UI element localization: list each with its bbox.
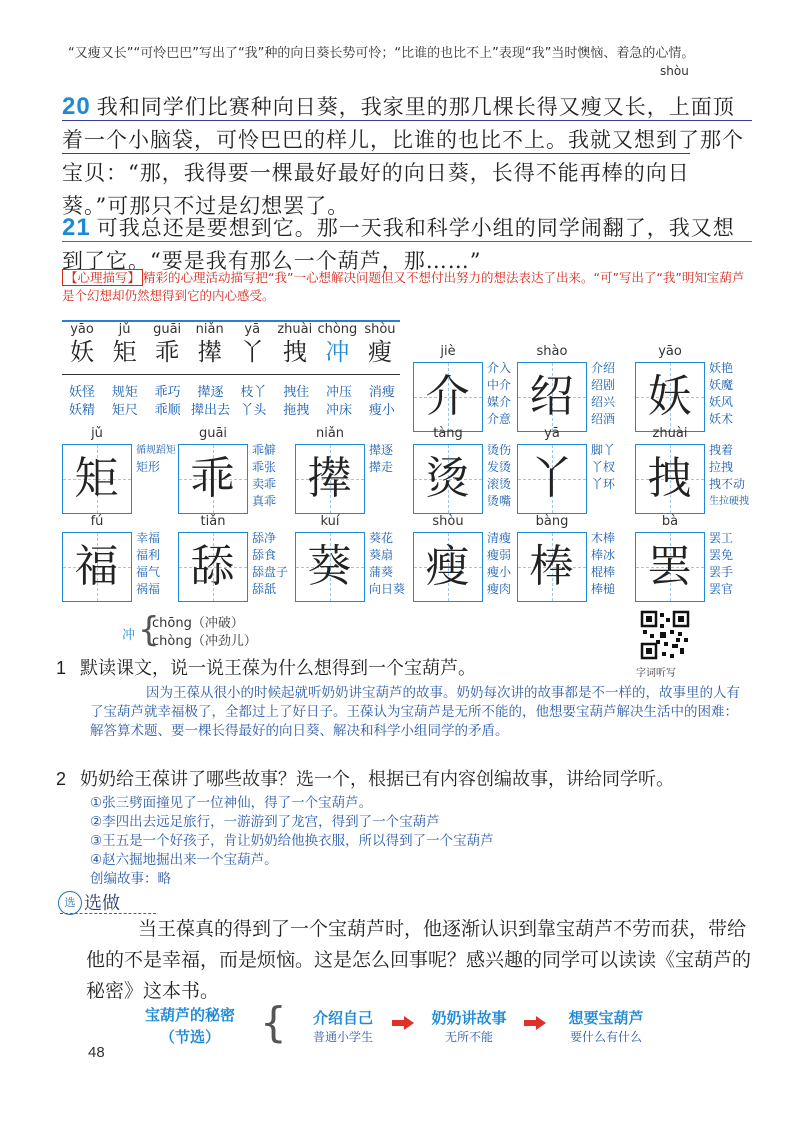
- char-pinyin: zhuài: [652, 426, 688, 441]
- char-word: 生拉硬拽: [709, 496, 749, 507]
- vocab-word-pair: [276, 384, 316, 420]
- vocab-word: 冲床: [326, 403, 353, 418]
- char-glyph: 舔: [190, 541, 235, 592]
- char-glyph: 棒: [529, 541, 574, 592]
- vocab-char: 妖: [70, 338, 94, 366]
- char-word: 滚烫: [487, 477, 512, 491]
- char-box: [295, 444, 365, 514]
- char-word: 罢手: [709, 565, 734, 579]
- char-word: 介绍: [591, 361, 616, 375]
- char-pinyin: yā: [544, 426, 560, 441]
- char-word: 瘦小: [487, 565, 512, 579]
- question-number: 1: [56, 658, 67, 678]
- vocab-char: 冲: [325, 338, 350, 366]
- char-word: 介意: [487, 412, 512, 426]
- char-words: [252, 530, 288, 598]
- char-word: 妖艳: [709, 361, 734, 375]
- char-word: 葵花: [369, 531, 394, 545]
- char-word: 福气: [136, 565, 161, 579]
- char-word: 棒槌: [591, 582, 616, 596]
- flow-step-sub: 无所不能: [444, 1030, 493, 1044]
- char-glyph: 罢: [647, 541, 692, 592]
- char-word: 向日葵: [369, 582, 406, 596]
- paragraph-number: 21: [62, 214, 91, 241]
- char-words: [136, 530, 160, 598]
- vocab-item: [275, 322, 315, 366]
- vocab-word: 乖巧: [154, 385, 181, 400]
- vocab-word: 丫头: [240, 403, 267, 418]
- char-word: 福利: [136, 548, 161, 562]
- char-box: [635, 362, 705, 432]
- psychology-note: [62, 269, 752, 305]
- char-pinyin: kuí: [320, 514, 340, 529]
- underline: [62, 153, 690, 154]
- char-box: [635, 532, 705, 602]
- vocab-pinyin: shòu: [364, 322, 396, 337]
- char-word: 绍兴: [591, 395, 616, 409]
- vocab-pinyin: zhuài: [277, 322, 313, 337]
- char-word: 乖张: [252, 460, 277, 474]
- vocab-word: 消瘦: [368, 385, 395, 400]
- char-box: [178, 444, 248, 514]
- char-glyph: 葵: [307, 541, 352, 592]
- char-glyph: 介: [425, 371, 470, 422]
- char-glyph: 福: [74, 541, 119, 592]
- char-box: [517, 532, 587, 602]
- answer-line: 创编故事：略: [90, 871, 171, 887]
- answer-line: ①张三劈面撞见了一位神仙，得了一个宝葫芦。: [90, 795, 373, 811]
- vocab-char: 拽: [282, 338, 307, 366]
- char-box: [413, 532, 483, 602]
- question-2: [56, 766, 674, 793]
- vocab-item: [147, 322, 187, 366]
- vocab-word-pair: [319, 384, 359, 420]
- char-word: 拽着: [709, 443, 734, 457]
- flow-step-3: [546, 1007, 666, 1045]
- char-word: 烫伤: [487, 443, 512, 457]
- char-words: [591, 530, 615, 598]
- vocab-pinyin: chòng: [317, 322, 358, 337]
- question-number: 2: [56, 769, 67, 789]
- answer-line: ④赵六掘地掘出来一个宝葫芦。: [90, 852, 278, 868]
- vocab-item: [360, 322, 400, 366]
- vocab-word: 拖拽: [283, 403, 310, 418]
- reading-1: chōng（冲破）: [152, 616, 244, 631]
- vocab-char: 撵: [197, 338, 222, 366]
- char-words: [709, 530, 733, 598]
- char-glyph: 矩: [74, 453, 119, 504]
- vocab-char: 丫: [240, 338, 265, 366]
- vocab-word: 规矩: [111, 385, 138, 400]
- brace: {: [260, 998, 287, 1047]
- paragraph-20: [62, 90, 752, 223]
- char-glyph: 丫: [529, 453, 574, 504]
- char-words: [487, 360, 511, 428]
- arrow-right-icon: [392, 1016, 414, 1030]
- paragraph-text: 我和同学们比赛种向日葵，我家里的那几棵长得又瘦又长，上面顶着一个小脑袋，可怜巴巴的样儿，比谁的也比不上。我就又想到了那个宝贝：“那，我得要一棵最好最好的向日葵，长得不能再棒的向日葵。”可那只不过是幻想罢了。: [62, 95, 744, 218]
- char-pinyin: shào: [536, 344, 568, 359]
- question-1: [56, 655, 476, 682]
- char-word: 罢官: [709, 582, 734, 596]
- paragraph-number: 20: [62, 93, 91, 120]
- vocab-words: [62, 384, 402, 420]
- flow-step-2: [414, 1007, 524, 1045]
- underline: [62, 120, 752, 121]
- char-word: 舔舐: [252, 582, 277, 596]
- char-box: [413, 362, 483, 432]
- char-glyph: 瘦: [425, 541, 470, 592]
- optional-icon: 选: [58, 891, 82, 915]
- char-word: 瘦弱: [487, 548, 512, 562]
- char-word: 卖乖: [252, 477, 277, 491]
- polyphone-char: 冲: [122, 628, 136, 643]
- book-title: [120, 1004, 260, 1048]
- vocab-word-pair: [148, 384, 188, 420]
- char-box: [295, 532, 365, 602]
- char-glyph: 拽: [647, 453, 692, 504]
- vocab-word: 拽住: [283, 385, 310, 400]
- qr-code[interactable]: [640, 610, 690, 660]
- answer-1: 因为王葆从很小的时候起就听奶奶讲宝葫芦的故事。奶奶每次讲的故事都是不一样的，故事里的人有了宝葫芦就幸福极了，全都过上了好日子。王葆认为宝葫芦是无所不能的，他想要宝葫芦解决生活中的困难：解答算术题、要一棵长得最好的向日葵、解决和科学小组同学的矛盾。: [90, 685, 740, 739]
- char-word: 幸福: [136, 531, 161, 545]
- char-words: [591, 442, 615, 493]
- char-word: 妖风: [709, 395, 734, 409]
- char-word: 拉拽: [709, 460, 734, 474]
- char-pinyin: fú: [90, 514, 104, 529]
- flow-step-heading: 想要宝葫芦: [568, 1009, 644, 1027]
- vocab-char: 乖: [155, 338, 180, 366]
- vocab-pinyin: yāo: [70, 322, 94, 337]
- vocab-item: [232, 322, 272, 366]
- char-words: [369, 530, 405, 598]
- vocab-word-pair: [62, 384, 102, 420]
- char-glyph: 绍: [529, 371, 574, 422]
- char-word: 真乖: [252, 494, 277, 508]
- answer-line: ③王五是一个好孩子，肯让奶奶给他换衣服，所以得到了一个宝葫芦: [90, 833, 494, 849]
- char-word: 棍棒: [591, 565, 616, 579]
- char-words: [369, 442, 393, 476]
- char-words: [487, 530, 511, 598]
- note-tag: 【心理描写】: [62, 269, 143, 286]
- vocab-word-pair: [105, 384, 145, 420]
- char-word: 丫杈: [591, 460, 616, 474]
- vocab-item: [62, 322, 102, 366]
- char-word: 罢免: [709, 548, 734, 562]
- char-words: [252, 442, 276, 510]
- char-glyph: 妖: [647, 371, 692, 422]
- char-word: 祸福: [136, 582, 161, 596]
- char-box: [517, 362, 587, 432]
- char-word: 木棒: [591, 531, 616, 545]
- char-word: 乖僻: [252, 443, 277, 457]
- paragraph-21: [62, 211, 752, 278]
- char-word: 中介: [487, 378, 512, 392]
- char-pinyin: bà: [661, 514, 679, 529]
- char-word: 循规蹈矩: [136, 445, 176, 456]
- char-word: 棒冰: [591, 548, 616, 562]
- char-words: [136, 442, 176, 476]
- char-word: 绍剧: [591, 378, 616, 392]
- vocab-row: [62, 322, 400, 366]
- char-word: 清瘦: [487, 531, 512, 545]
- char-word: 烫嘴: [487, 494, 512, 508]
- pinyin-shou: shòu: [660, 64, 689, 78]
- paragraph-text: 可我总还是要想到它。那一天我和科学小组的同学闹翻了，我又想到了它。“要是我有那么一个葫芦，那……”: [62, 216, 735, 273]
- char-word: 绍酒: [591, 412, 616, 426]
- char-pinyin: shòu: [432, 514, 464, 529]
- vocab-word-pair: [362, 384, 402, 420]
- book-title-sub: （节选）: [159, 1028, 220, 1046]
- char-word: 葵扇: [369, 548, 394, 562]
- char-word: 发烫: [487, 460, 512, 474]
- flow-step-heading: 介绍自己: [312, 1009, 373, 1027]
- char-words: [709, 360, 733, 428]
- vocab-word: 妖怪: [68, 385, 95, 400]
- char-pinyin: tiǎn: [200, 514, 226, 529]
- char-pinyin: niǎn: [315, 426, 345, 441]
- char-pinyin: jiè: [440, 344, 456, 359]
- qr-label: 字词听写: [636, 668, 676, 679]
- char-word: 蒲葵: [369, 565, 394, 579]
- char-word: 丫环: [591, 477, 616, 491]
- vocab-word: 撵逐: [197, 385, 224, 400]
- vocab-word: 撵出去: [191, 403, 231, 418]
- book-title-main: 宝葫芦的秘密: [144, 1006, 235, 1024]
- char-box: [178, 532, 248, 602]
- answer-2: [90, 794, 746, 889]
- vocab-item: [317, 322, 357, 366]
- vocab-pinyin: guāi: [153, 322, 182, 337]
- vocab-word: 乖顺: [154, 403, 181, 418]
- char-word: 脚丫: [591, 443, 616, 457]
- arrow-right-icon: [524, 1016, 546, 1030]
- char-glyph: 烫: [425, 453, 470, 504]
- char-word: 瘦肉: [487, 582, 512, 596]
- char-glyph: 撵: [307, 453, 352, 504]
- vocab-item: [105, 322, 145, 366]
- vocab-pinyin: jǔ: [118, 322, 131, 337]
- char-word: 舔食: [252, 548, 277, 562]
- char-box: [635, 444, 705, 514]
- question-text: 奶奶给王葆讲了哪些故事？选一个，根据已有内容创编故事，讲给同学听。: [80, 769, 675, 790]
- question-text: 默读课文，说一说王葆为什么想得到一个宝葫芦。: [80, 658, 477, 679]
- char-words: [487, 442, 511, 510]
- flow-step-1: [288, 1007, 398, 1045]
- page-number: 48: [88, 1044, 105, 1061]
- char-word: 撵逐: [369, 443, 394, 457]
- char-word: 撵走: [369, 460, 394, 474]
- char-box: [62, 532, 132, 602]
- char-word: 舔净: [252, 531, 277, 545]
- char-words: [709, 442, 749, 510]
- char-word: 矩形: [136, 460, 161, 474]
- char-words: [591, 360, 615, 428]
- vocab-word: 瘦小: [368, 403, 395, 418]
- vocab-item: [190, 322, 230, 366]
- top-annotation: “又瘦又长”“可怜巴巴”写出了“我”种的向日葵长势可怜；“比谁的也比不上”表现“我”当时懊恼、着急的心情。: [68, 46, 695, 61]
- vocab-char: 矩: [112, 338, 137, 366]
- vocab-divider: [62, 374, 400, 375]
- flow-step-sub: 要什么有什么: [569, 1030, 642, 1044]
- vocab-word-pair: [191, 384, 231, 420]
- reading-2: chòng（冲劲儿）: [152, 634, 257, 649]
- char-box: [62, 444, 132, 514]
- vocab-pinyin: niǎn: [195, 322, 224, 337]
- note-text: 精彩的心理活动描写把“我”一心想解决问题但又不想付出努力的想法表达了出来。“可”写出了“我”明知宝葫芦是个幻想却仍然想得到它的内心感受。: [62, 270, 745, 303]
- flow-step-heading: 奶奶讲故事: [431, 1009, 507, 1027]
- char-word: 妖魔: [709, 378, 734, 392]
- optional-heading: 选做: [84, 893, 120, 914]
- char-word: 舔盘子: [252, 565, 289, 579]
- vocab-pinyin: yā: [244, 322, 261, 337]
- char-pinyin: jǔ: [91, 426, 103, 441]
- char-pinyin: bàng: [535, 514, 569, 529]
- char-box: [413, 444, 483, 514]
- vocab-word: 枝丫: [240, 385, 267, 400]
- optional-text: 当王葆真的得到了一个宝葫芦时，他逐渐认识到靠宝葫芦不劳而获，带给他的不是幸福，而是烦恼。这是怎么回事呢？感兴趣的同学可以读读《宝葫芦的秘密》这本书。: [86, 918, 752, 1002]
- char-word: 妖术: [709, 412, 734, 426]
- vocab-word: 妖精: [68, 403, 95, 418]
- char-box: [517, 444, 587, 514]
- char-pinyin: guāi: [198, 426, 228, 441]
- char-word: 介入: [487, 361, 512, 375]
- vocab-word: 矩尺: [111, 403, 138, 418]
- char-word: 媒介: [487, 395, 512, 409]
- char-pinyin: tàng: [433, 426, 463, 441]
- char-glyph: 乖: [190, 453, 235, 504]
- char-word: 拽不动: [709, 477, 746, 491]
- char-pinyin: yāo: [658, 344, 682, 359]
- red-underline: [62, 241, 752, 242]
- vocab-word: 冲压: [326, 385, 353, 400]
- answer-line: ②李四出去远足旅行，一游游到了龙宫，得到了一个宝葫芦: [90, 814, 440, 830]
- flow-step-sub: 普通小学生: [312, 1030, 373, 1044]
- vocab-char: 瘦: [367, 338, 392, 366]
- vocab-word-pair: [233, 384, 273, 420]
- brace: {: [138, 610, 160, 650]
- char-word: 罢工: [709, 531, 734, 545]
